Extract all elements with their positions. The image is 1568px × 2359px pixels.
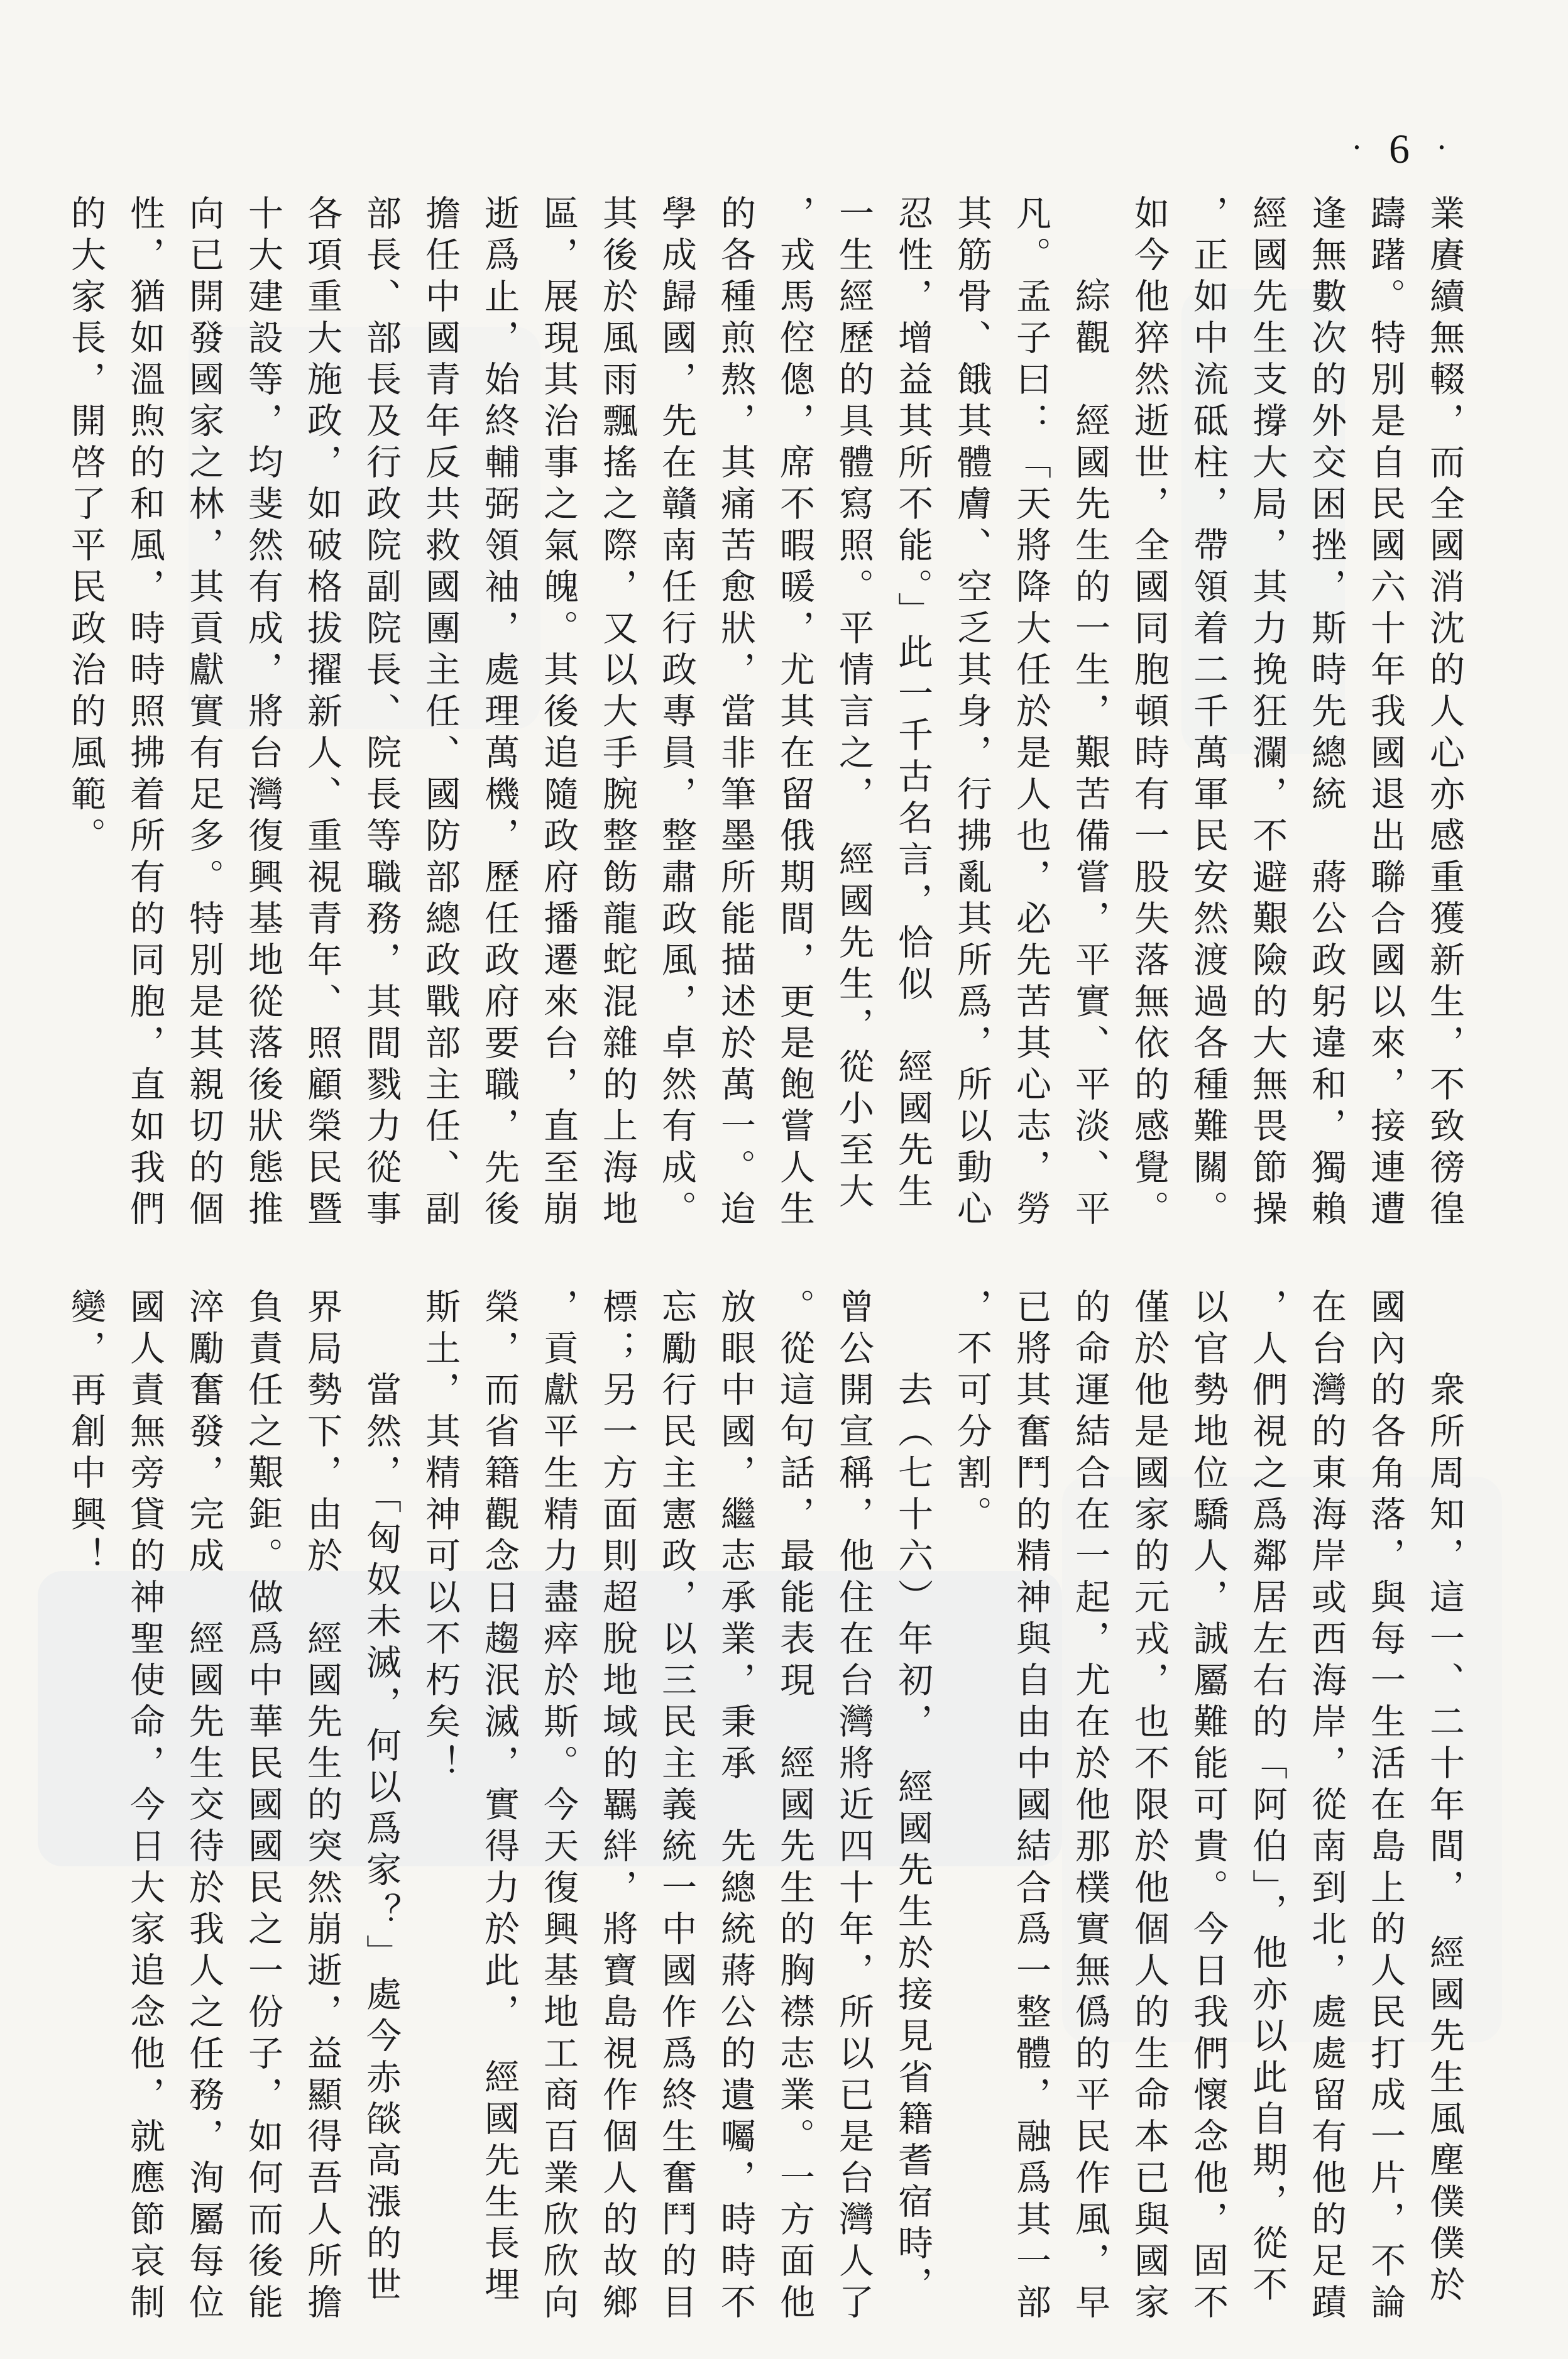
text-column: ，正如中流砥柱，帶領着二千萬軍民安然渡過各種難關。 <box>1188 195 1227 1232</box>
text-column: ，不可分割。 <box>952 1288 991 1537</box>
text-column: 變，再創中興！ <box>66 1288 105 1579</box>
text-column: 逢無數次的外交困挫，斯時先總統 蔣公政躬違和，獨賴 <box>1307 195 1346 1232</box>
text-column: 的大家長，開啓了平民政治的風範。 <box>66 195 105 858</box>
text-column: 。從這句話，最能表現 經國先生的胸襟志業。一方面他 <box>775 1288 814 2325</box>
text-column: 各項重大施政，如破格拔擢新人、重視青年、照顧榮民暨 <box>302 195 341 1232</box>
text-column: 以官勢地位驕人，誠屬難能可貴。今日我們懷念他，固不 <box>1188 1288 1227 2325</box>
text-column: 的命運結合在一起，尤在於他那樸實無僞的平民作風，早 <box>1070 1288 1109 2325</box>
text-column: 區，展現其治事之氣魄。其後追隨政府播遷來台，直至崩 <box>539 195 578 1232</box>
text-column: 十大建設等，均斐然有成，將台灣復興基地從落後狀態推 <box>243 195 282 1232</box>
text-column: 經國先生支撐大局，其力挽狂瀾，不避艱險的大無畏節操 <box>1247 195 1286 1232</box>
lower-text-block <box>56 1288 1474 2356</box>
text-column: 僅於他是國家的元戎，也不限於他個人的生命本已與國家 <box>1129 1288 1168 2325</box>
page-number-dot-left: · <box>1351 128 1362 166</box>
text-column: 性，猶如溫煦的和風，時時照拂着所有的同胞，直如我們 <box>125 195 164 1232</box>
text-column: 榮，而省籍觀念日趨泯滅，實得力於此， 經國先生長埋 <box>480 1288 518 2307</box>
page-number-dot-right: · <box>1435 128 1447 166</box>
text-column: 斯土，其精神可以不朽矣！ <box>420 1288 459 1786</box>
text-column: 界局勢下，由於 經國先生的突然崩逝，益顯得吾人所擔 <box>302 1288 341 2325</box>
page-number <box>1351 126 1447 172</box>
text-column: 在台灣的東海岸或西海岸，從南到北，處處留有他的足蹟 <box>1307 1288 1346 2325</box>
text-column: 凡。孟子曰：「天將降大任於是人也，必先苦其心志，勞 <box>1011 195 1050 1232</box>
text-column: 其筋骨、餓其體膚、空乏其身，行拂亂其所爲，所以動心 <box>952 195 991 1232</box>
text-column: 淬勵奮發，完成 經國先生交待於我人之任務，洵屬每位 <box>184 1288 223 2325</box>
page-number-value: 6 <box>1388 126 1410 172</box>
text-column: 部長、部長及行政院副院長、院長等職務，其間戮力從事 <box>361 195 400 1232</box>
text-column: 的各種煎熬，其痛苦愈狀，當非筆墨所能描述於萬一。迨 <box>716 195 755 1232</box>
text-column: 一生經歷的具體寫照。平情言之， 經國先生，從小至大 <box>834 195 873 1214</box>
text-column: 當然，「匈奴未滅，何以爲家？」處今赤燄高漲的世 <box>361 1288 400 2307</box>
text-column: 忍性，增益其所不能。」此一千古名言，恰似 經國先生 <box>893 195 932 1214</box>
text-column: 標；另一方面則超脫地域的羈絆，將寶島視作個人的故鄉 <box>598 1288 637 2325</box>
text-column: ，貢獻平生精力盡瘁於斯。今天復興基地工商百業欣欣向 <box>539 1288 578 2325</box>
text-column: 已將其奮鬥的精神與自由中國結合爲一整體，融爲其一部 <box>1011 1288 1050 2325</box>
text-column: 國內的各角落，與每一生活在島上的人民打成一片，不論 <box>1366 1288 1405 2325</box>
text-column: 放眼中國，繼志承業，秉承 先總統蔣公的遺囑，時時不 <box>716 1288 755 2325</box>
text-column: 忘勵行民主憲政，以三民主義統一中國作爲終生奮鬥的目 <box>657 1288 696 2325</box>
text-column: ，戎馬倥傯，席不暇暖，尤其在留俄期間，更是飽嘗人生 <box>775 195 814 1232</box>
text-column: 業賡續無輟，而全國消沈的人心亦感重獲新生，不致徬徨 <box>1425 195 1464 1232</box>
text-column: 去（七十六）年初， 經國先生於接見省籍耆宿時， <box>893 1288 932 2307</box>
text-column: 向已開發國家之林，其貢獻實有足多。特別是其親切的個 <box>184 195 223 1232</box>
text-column: 曾公開宣稱，他住在台灣將近四十年，所以已是台灣人了 <box>834 1288 873 2325</box>
text-column: 學成歸國，先在贛南任行政專員，整肅政風，卓然有成。 <box>657 195 696 1232</box>
text-column: 綜觀 經國先生的一生，艱苦備嘗，平實、平淡、平 <box>1070 195 1109 1232</box>
upper-text-block <box>56 195 1474 1263</box>
text-column: ，人們視之爲鄰居左右的「阿伯」，他亦以此自期，從不 <box>1247 1288 1286 2307</box>
text-column: 負責任之艱鉅。做爲中華民國國民之一份子，如何而後能 <box>243 1288 282 2325</box>
text-column: 其後於風雨飄搖之際，又以大手腕整飭龍蛇混雜的上海地 <box>598 195 637 1232</box>
text-column: 衆所周知，這一、二十年間， 經國先生風塵僕僕於 <box>1425 1288 1464 2307</box>
text-column: 如今他猝然逝世，全國同胞頓時有一股失落無依的感覺。 <box>1129 195 1168 1232</box>
text-column: 國人責無旁貸的神聖使命，今日大家追念他，就應節哀制 <box>125 1288 164 2325</box>
text-column: 逝爲止，始終輔弼領袖，處理萬機，歷任政府要職，先後 <box>480 195 518 1232</box>
text-column: 躊躇。特別是自民國六十年我國退出聯合國以來，接連遭 <box>1366 195 1405 1232</box>
text-column: 擔任中國青年反共救國團主任、國防部總政戰部主任、副 <box>420 195 459 1232</box>
